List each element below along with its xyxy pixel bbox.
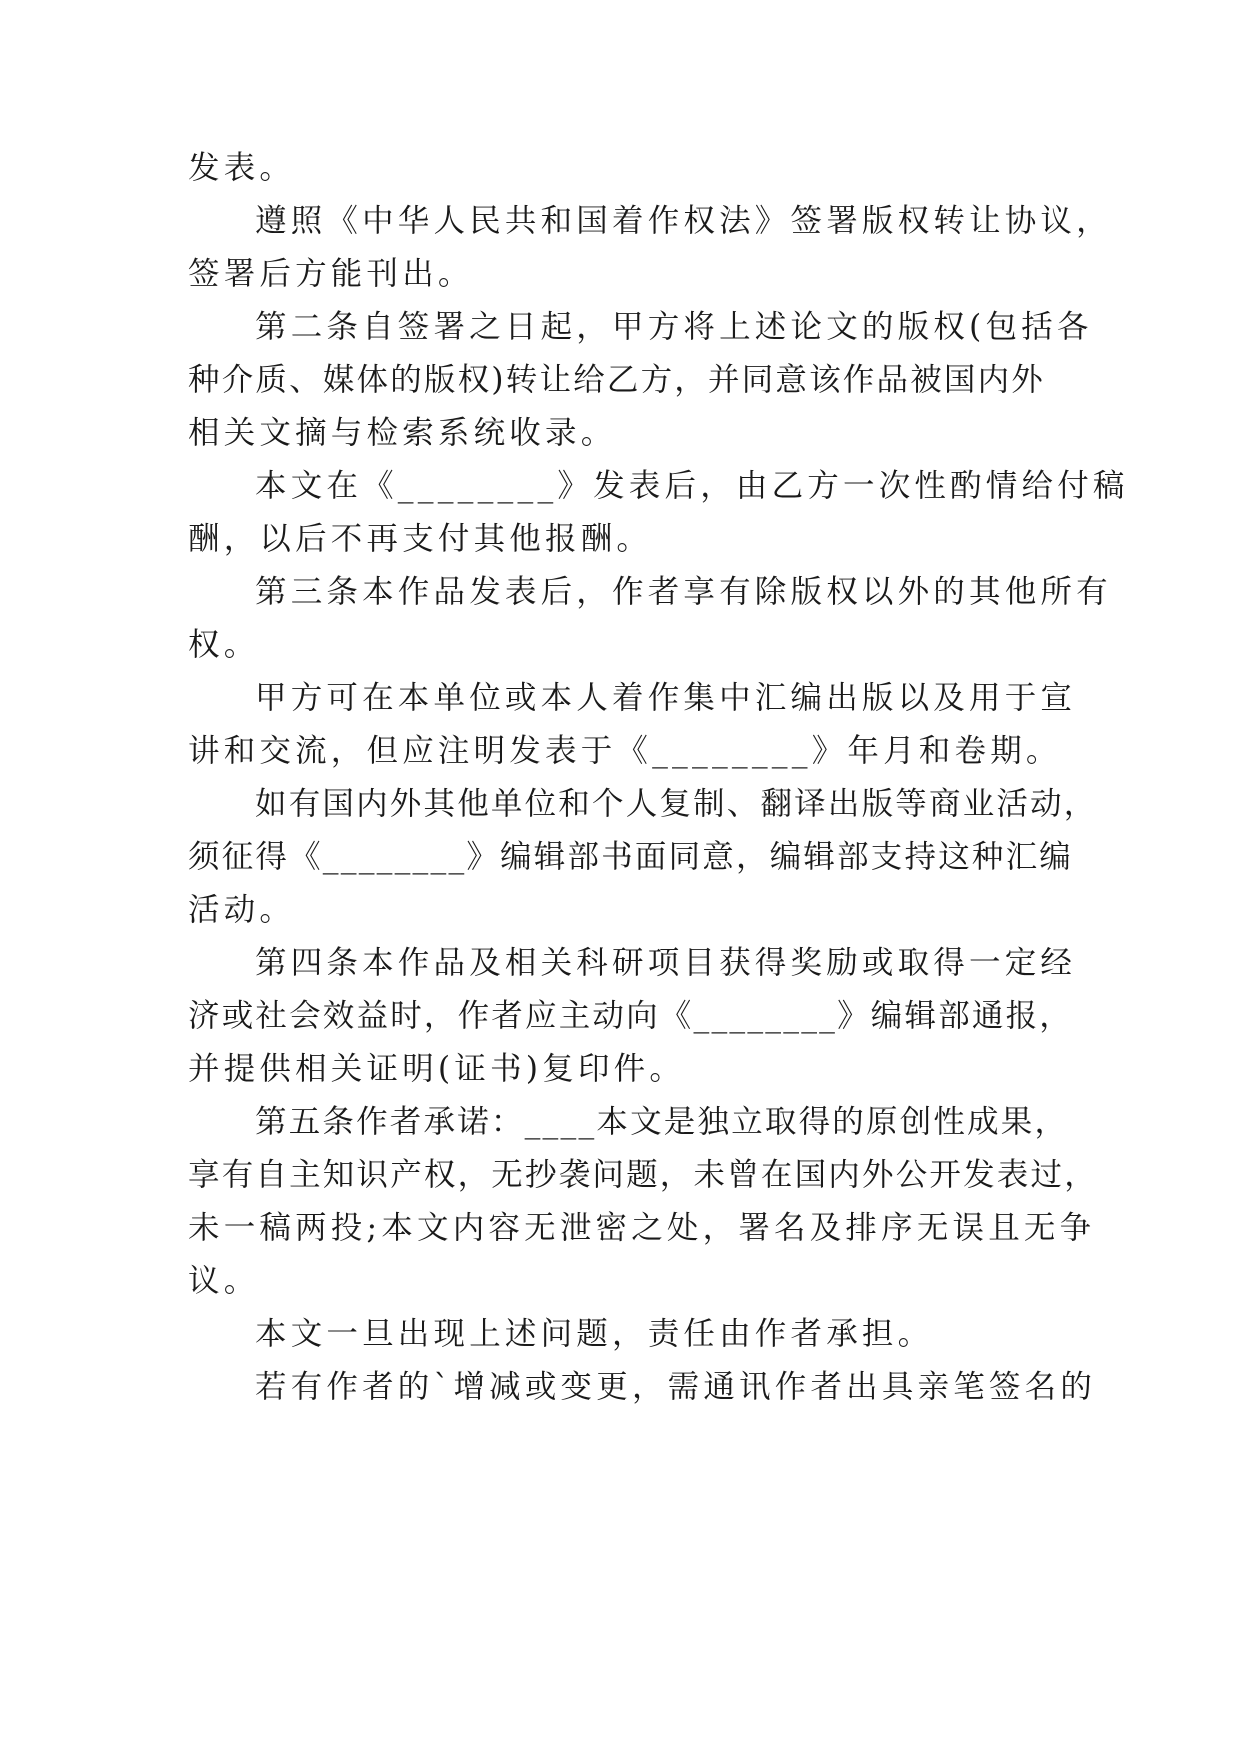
text-line-19: 第五条作者承诺：____本文是独立取得的原创性成果，	[255, 1104, 1069, 1140]
text-line-4: 第二条自签署之日起，甲方将上述论文的版权(包括各	[255, 309, 1093, 345]
text-line-1: 发表。	[188, 150, 296, 186]
text-line-15: 活动。	[188, 892, 296, 928]
text-line-21: 未一稿两投;本文内容无泄密之处，署名及排序无误且无争	[188, 1210, 1096, 1246]
text-line-7: 本文在《________》发表后，由乙方一次性酌情给付稿	[255, 468, 1129, 504]
text-line-22: 议。	[188, 1263, 260, 1299]
text-line-12: 讲和交流，但应注明发表于《________》年月和卷期。	[188, 733, 1062, 769]
text-line-6: 相关文摘与检索系统收录。	[188, 415, 617, 451]
text-line-11: 甲方可在本单位或本人着作集中汇编出版以及用于宣	[255, 680, 1077, 716]
text-line-14: 须征得《________》编辑部书面同意，编辑部支持这种汇编	[188, 839, 1074, 875]
text-line-24: 若有作者的`增减或变更，需通讯作者出具亲笔签名的	[255, 1369, 1097, 1405]
text-line-20: 享有自主知识产权，无抄袭问题，未曾在国内外公开发表过，	[188, 1157, 1098, 1193]
text-line-10: 权。	[188, 627, 260, 663]
text-line-3: 签署后方能刊出。	[188, 256, 474, 292]
text-line-17: 济或社会效益时，作者应主动向《________》编辑部通报，	[188, 998, 1074, 1034]
text-line-23: 本文一旦出现上述问题，责任由作者承担。	[255, 1316, 934, 1352]
text-line-2: 遵照《中华人民共和国着作权法》签署版权转让协议，	[255, 203, 1112, 239]
text-line-5: 种介质、媒体的版权)转让给乙方，并同意该作品被国内外	[188, 362, 1045, 398]
text-line-9: 第三条本作品发表后，作者享有除版权以外的其他所有	[255, 574, 1112, 610]
text-line-13: 如有国内外其他单位和个人复制、翻译出版等商业活动，	[255, 786, 1098, 822]
text-line-16: 第四条本作品及相关科研项目获得奖励或取得一定经	[255, 945, 1077, 981]
text-line-18: 并提供相关证明(证书)复印件。	[188, 1051, 686, 1087]
text-line-8: 酬，以后不再支付其他报酬。	[188, 521, 653, 557]
